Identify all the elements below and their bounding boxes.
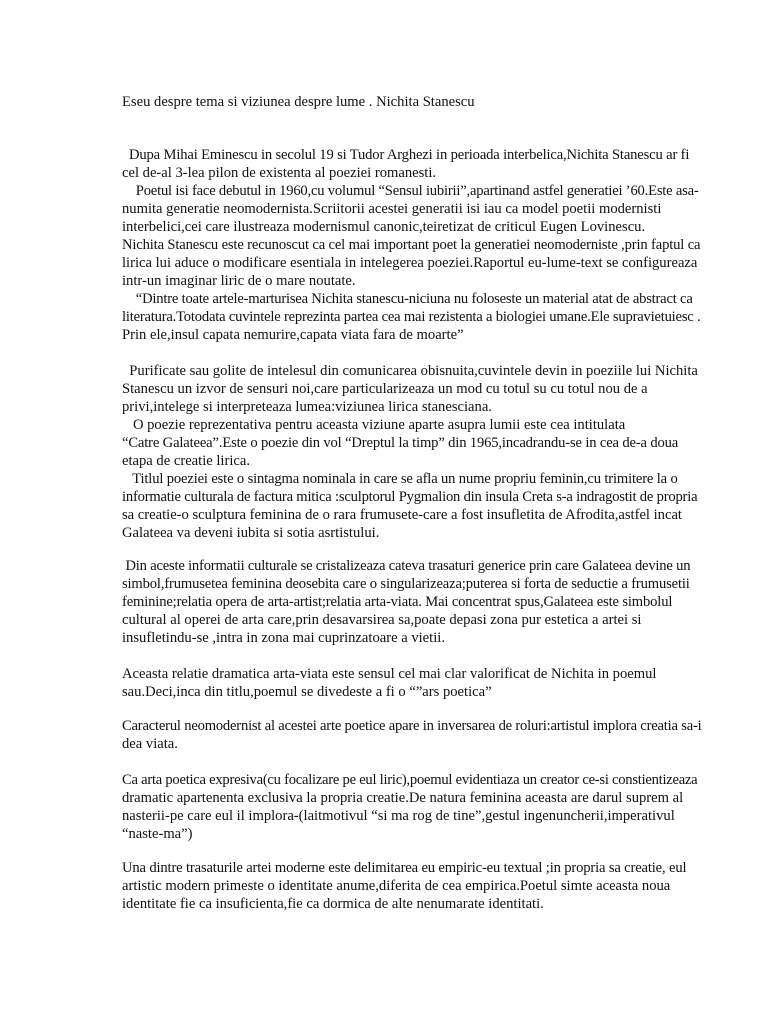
paragraph [122, 771, 697, 843]
text-line: privi,intelege si interpreteaza lumea:viziunea lirica stanesciana. [122, 399, 492, 415]
text-line: O poezie reprezentativa pentru aceasta viziune aparte asupra lumii este cea intitulata [122, 417, 626, 433]
text-line: cultural al operei de arta care,prin desavarsirea sa,poate depasi zona pur estetica a artei si [122, 612, 642, 628]
text-line: insufletindu-se ,intra in zona mai cuprinzatoare a vietii. [122, 630, 445, 646]
text-line: Titlul poeziei este o sintagma nominala in care se afla un nume propriu feminin,cu trimitere la o [122, 471, 678, 487]
paragraph [122, 859, 686, 913]
text-line: intr-un imaginar liric de o mare noutate. [122, 273, 356, 289]
text-line: Caracterul neomodernist al acestei arte poetice apare in inversarea de roluri:artistul implora creatia sa-i [122, 718, 702, 734]
paragraph [122, 717, 702, 753]
text-line: Una dintre trasaturile artei moderne este delimitarea eu empiric-eu textual ;in propria sa creatie, eul [122, 860, 687, 876]
paragraph [122, 665, 656, 701]
text-line: artistic modern primeste o identitate anume,diferita de cea empirica.Poetul simte aceasta noua [122, 878, 671, 894]
text-line: Prin ele,insul capata nemurire,capata viata fara de moarte” [122, 327, 464, 343]
paragraph [122, 557, 690, 647]
document-title: Eseu despre tema si viziunea despre lume . Nichita Stanescu [122, 94, 475, 110]
text-line: identitate fie ca insuficienta,fie ca dormica de alte nenumarate identitati. [122, 896, 544, 912]
text-line: cel de-al 3-lea pilon de existenta al poeziei romanesti. [122, 165, 437, 181]
text-line: Galateea va deveni iubita si sotia asrtistului. [122, 525, 380, 541]
text-line: informatie culturala de factura mitica :sculptorul Pygmalion din insula Creta s-a indragostit de propria [122, 489, 698, 505]
text-line: dramatic apartenenta exclusiva la propria creatie.De natura feminina aceasta are darul suprem al [122, 790, 684, 806]
text-line: numita generatie neomodernista.Scriitorii acestei generatii isi iau ca model poetii modernisti [122, 201, 662, 217]
paragraph [122, 362, 698, 542]
text-line: feminine;relatia opera de arta-artist;relatia arta-viata. Mai concentrat spus,Galateea este simbolul [122, 594, 673, 610]
text-line: interbelici,cei care ilustreaza modernismul canonic,teiretizat de criticul Eugen Lovinescu. [122, 219, 646, 235]
text-line: etapa de creatie lirica. [122, 453, 251, 469]
text-line: nasterii-pe care eul il implora-(laitmotivul “si ma rog de tine”,gestul ingenuncherii,imperativul [122, 808, 675, 824]
text-line: sau.Deci,inca din titlu,poemul se divedeste a fi o “”ars poetica” [122, 684, 492, 700]
text-line: sa creatie-o sculptura feminina de o rara frumusete-care a fost insufletita de Afrodita,astfel incat [122, 507, 682, 523]
text-line: Stanescu un izvor de sensuri noi,care particularizeaza un mod cu totul su cu totul nou de a [122, 381, 648, 397]
text-line: “Dintre toate artele-marturisea Nichita stanescu-niciuna nu foloseste un material atat de abstract ca [122, 291, 693, 307]
paragraph [122, 146, 700, 344]
text-line: dea viata. [122, 736, 178, 752]
text-line: Ca arta poetica expresiva(cu focalizare pe eul liric),poemul evidentiaza un creator ce-si constientizeaza [122, 772, 698, 788]
text-line: Aceasta relatie dramatica arta-viata este sensul cel mai clar valorificat de Nichita in poemul [122, 666, 657, 682]
text-line: simbol,frumusetea feminina deosebita care o singularizeaza;puterea si forta de seductie a frumusetii [122, 576, 690, 592]
text-line: Poetul isi face debutul in 1960,cu volumul “Sensul iubirii”,apartinand astfel generatiei ’60.Este asa- [122, 183, 699, 199]
text-line: Dupa Mihai Eminescu in secolul 19 si Tudor Arghezi in perioada interbelica,Nichita Stanescu ar fi [122, 147, 690, 163]
text-line: Nichita Stanescu este recunoscut ca cel mai important poet la generatiei neomoderniste ,prin faptul ca [122, 237, 701, 253]
text-line: Din aceste informatii culturale se cristalizeaza cateva trasaturi generice prin care Galateea devine un [122, 558, 691, 574]
text-line: “Catre Galateea”.Este o poezie din vol “Dreptul la timp” din 1965,incadrandu-se in cea de-a doua [122, 435, 679, 451]
text-line: Purificate sau golite de intelesul din comunicarea obisnuita,cuvintele devin in poeziile lui Nichita [122, 363, 698, 379]
text-line: literatura.Totodata cuvintele reprezinta partea cea mai rezistenta a biologiei umane.Ele supravietuiesc . [122, 309, 701, 325]
text-line: lirica lui aduce o modificare esentiala in intelegerea poeziei.Raportul eu-lume-text se configureaza [122, 255, 698, 271]
text-line: “naste-ma”) [122, 826, 193, 842]
